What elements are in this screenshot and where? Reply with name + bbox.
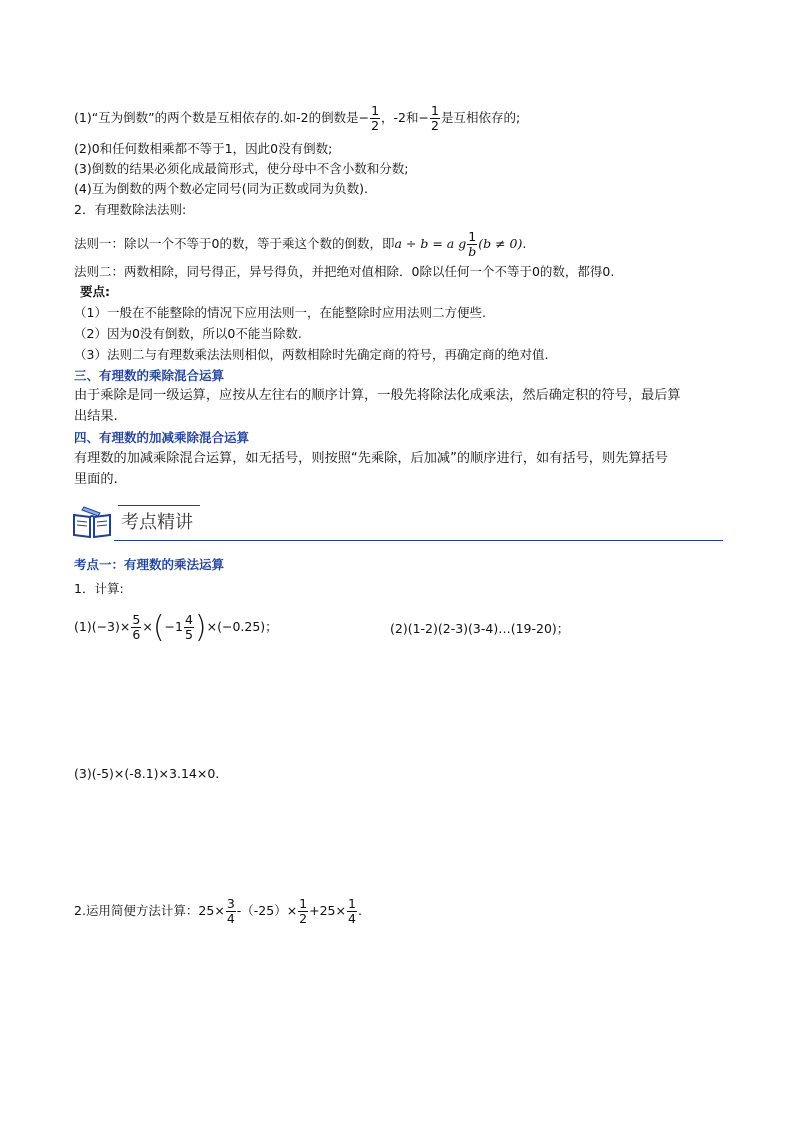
fraction-denominator: 2 (371, 118, 380, 133)
fraction-denominator: 5 (184, 627, 193, 642)
fraction-one-half (370, 104, 380, 133)
fraction-three-quarters (226, 897, 236, 926)
section-4-body-line1: 有理数的加减乘除混合运算，如无括号，则按照“先乘除，后加减”的顺序进行，如有括号，则先算括号 (74, 451, 668, 466)
section-3-body-line2: 出结果. (74, 409, 118, 424)
q2-text-c: +25× (309, 903, 346, 918)
banner-top-rule (118, 505, 200, 506)
left-paren: ( (152, 609, 165, 645)
question-1b: (2)(1-2)(2-3)(3-4)…(19-20)； (390, 621, 570, 636)
question-1-label: 1．计算: (74, 581, 124, 596)
book-icon (70, 505, 114, 541)
fraction-denominator: 4 (347, 911, 356, 926)
fraction-numerator: 3 (226, 896, 235, 911)
fraction-denominator: b (468, 244, 477, 259)
section-4-title: 四、有理数的加减乘除混合运算 (74, 430, 250, 445)
key-points-title: 要点: (80, 284, 110, 299)
question-2 (74, 896, 362, 926)
law-one (74, 230, 526, 259)
section-4-body-line2: 里面的. (74, 472, 118, 487)
rule2-title: 2．有理数除法法则: (74, 202, 187, 217)
note-1-text-b: ，-2和 (381, 110, 419, 125)
times-sign: × (142, 619, 153, 634)
question-1c: (3)(-5)×(-8.1)×3.14×0. (74, 766, 220, 781)
q1a-mixed-whole: −1 (164, 619, 183, 634)
law-one-end: . (522, 236, 527, 251)
fraction-numerator: 1 (371, 103, 380, 118)
note-1-text-a: (1)“互为倒数”的两个数是互相依存的.如-2的倒数是 (74, 110, 359, 125)
minus-sign: − (358, 110, 370, 125)
note-1-text-c: 是互相依存的; (440, 110, 521, 125)
q2-text-b: -（-25）× (236, 903, 298, 918)
fraction-numerator: 5 (132, 612, 141, 627)
right-paren: ) (194, 609, 207, 645)
law-two: 法则二：两数相除，同号得正，异号得负，并把绝对值相除．0除以任何一个不等于0的数，都得0. (74, 264, 615, 279)
fraction-denominator: 2 (431, 118, 439, 133)
section-3-title: 三、有理数的乘除混合运算 (74, 368, 225, 383)
fraction-numerator: 1 (468, 229, 477, 244)
minus-sign: − (418, 110, 429, 125)
law-one-text: 法则一：除以一个不等于0的数，等于乘这个数的倒数，即 (74, 236, 395, 251)
key-point-1: （1）一般在不能整除的情况下应用法则一，在能整除时应用法则二方便些. (74, 305, 486, 320)
key-point-3: （3）法则二与有理数乘法法则相似，两数相除时先确定商的符号，再确定商的绝对值. (74, 347, 549, 362)
q1a-text-a: (1)(−3)× (74, 619, 131, 634)
fraction-denominator: 2 (299, 911, 308, 926)
banner-bottom-rule (114, 540, 723, 541)
key-point-2: （2）因为0没有倒数，所以0不能当除数. (74, 326, 302, 341)
note-1 (74, 104, 520, 133)
fraction-numerator: 1 (299, 896, 308, 911)
fraction-numerator: 1 (431, 103, 439, 118)
fraction-numerator: 1 (347, 896, 356, 911)
note-3: (3)倒数的结果必须化成最简形式，使分母中不含小数和分数; (74, 161, 409, 176)
fraction-numerator: 4 (184, 612, 193, 627)
section-3-body-line1: 由于乘除是同一级运算，应按从左往右的顺序计算，一般先将除法化成乘法，然后确定积的符号，最后算 (74, 388, 681, 403)
law-one-condition: (b ≠ 0) (478, 236, 523, 251)
fraction-denominator: 4 (226, 911, 235, 926)
law-one-formula: a ÷ b = a g (394, 236, 467, 251)
fraction-denominator: 6 (132, 627, 141, 642)
fraction-four-fifths (184, 613, 194, 642)
topic-1-title: 考点一：有理数的乘法运算 (74, 557, 225, 572)
q2-text-end: . (357, 903, 362, 918)
fraction-one-over-b (467, 230, 477, 259)
note-4: (4)互为倒数的两个数必定同号(同为正数或同为负数). (74, 181, 368, 196)
question-1a (74, 609, 278, 645)
fraction-five-sixths (131, 613, 141, 642)
q2-text-a: 2.运用简便方法计算：25× (74, 903, 225, 918)
fraction-one-quarter (347, 897, 357, 926)
fraction-one-half (298, 897, 308, 926)
q1a-text-b: ×(−0.25)； (206, 619, 278, 634)
banner-title: 考点精讲 (121, 512, 193, 533)
fraction-one-half (430, 104, 440, 133)
note-2: (2)0和任何数相乘都不等于1，因此0没有倒数; (74, 141, 333, 156)
